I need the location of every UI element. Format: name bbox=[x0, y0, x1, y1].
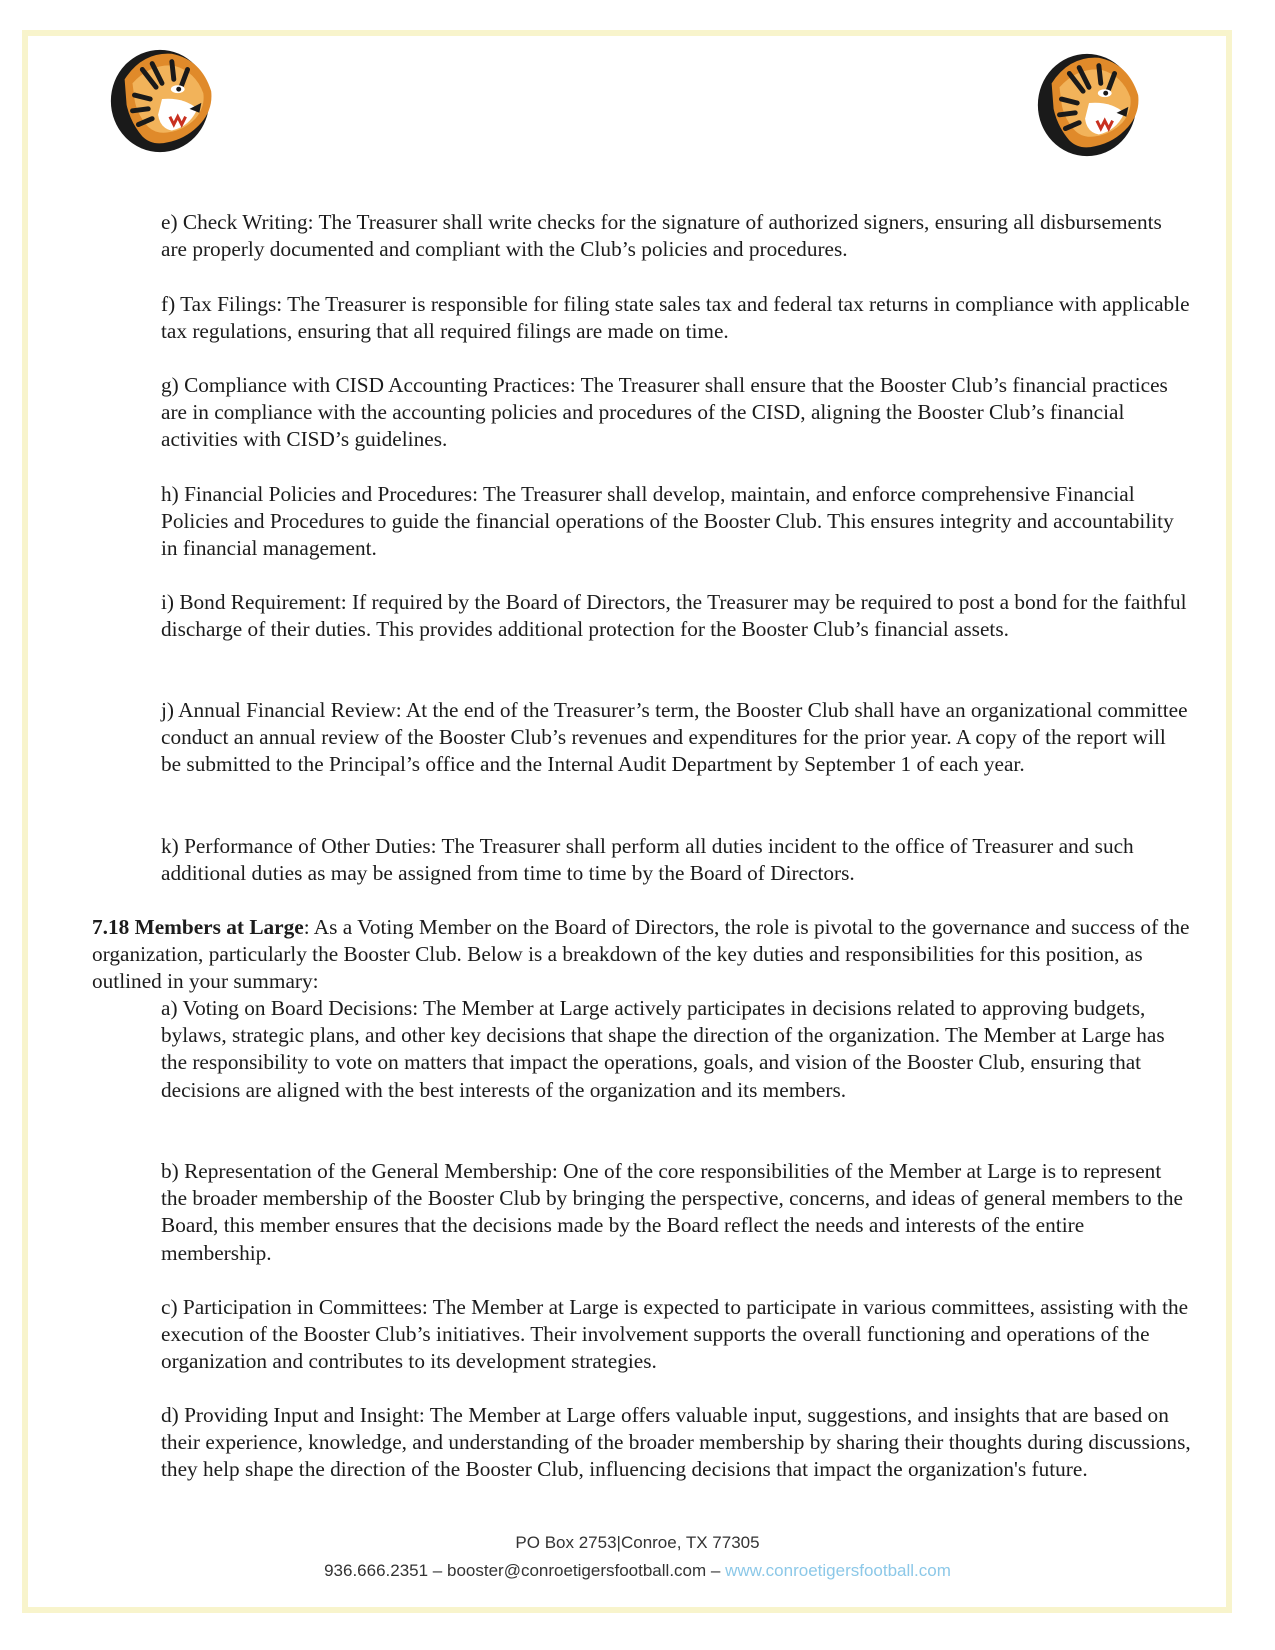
tiger-head-icon bbox=[1030, 44, 1148, 162]
member-item-b: b) Representation of the General Membership: One of the core responsibilities of the Member at Large is to represent the broader membership of the Booster Club by bringing the perspective, concerns, and ideas of general members to the Board, this member ensures that the decisions made by the Board reflect the needs and interests of the entire membership. bbox=[161, 1159, 1183, 1265]
member-item-d: d) Providing Input and Insight: The Member at Large offers valuable input, suggestions, and insights that are based on their experience, knowledge, and understanding of the broader membership by sharing their thoughts during discussions, they help shape the direction of the Booster Club, influencing decisions that impact the organization's future. bbox=[161, 1403, 1191, 1482]
treasurer-item-i: i) Bond Requirement: If required by the Board of Directors, the Treasurer may be required to post a bond for the faithful discharge of their duties. This provides additional protection for the Booster Club’s financial assets. bbox=[161, 590, 1187, 642]
footer-address: PO Box 2753|Conroe, TX 77305 bbox=[515, 1533, 760, 1552]
treasurer-item-f: f) Tax Filings: The Treasurer is responsible for filing state sales tax and federal tax returns in compliance with applicable tax regulations, ensuring that all required filings are made on time. bbox=[161, 292, 1190, 344]
footer-contact-text: 936.666.2351 – booster@conroetigersfootball.com – bbox=[324, 1561, 726, 1580]
treasurer-item-h: h) Financial Policies and Procedures: The Treasurer shall develop, maintain, and enforce comprehensive Financial Policies and Procedures to guide the financial operations of the Booster Club. This ensures integrity and accountability in financial management. bbox=[161, 482, 1174, 561]
treasurer-item-g: g) Compliance with CISD Accounting Practices: The Treasurer shall ensure that the Booster Club’s financial practices are in compliance with the accounting policies and procedures of the CISD, aligning the Booster Club’s financial activities with CISD’s guidelines. bbox=[161, 373, 1168, 452]
footer-contact bbox=[0, 1561, 1275, 1581]
section-7-18-intro bbox=[92, 914, 1192, 996]
treasurer-item-e: e) Check Writing: The Treasurer shall write checks for the signature of authorized signers, ensuring all disbursements are properly documented and compliant with the Club’s policies and procedures. bbox=[161, 210, 1162, 262]
treasurer-item-j: j) Annual Financial Review: At the end of the Treasurer’s term, the Booster Club shall have an organizational committee conduct an annual review of the Booster Club’s revenues and expenditures for the prior year. A copy of the report will be submitted to the Principal’s office and the Internal Audit Department by September 1 of each year. bbox=[161, 698, 1188, 777]
footer-website-link[interactable]: www.conroetigersfootball.com bbox=[725, 1561, 951, 1580]
treasurer-item-k: k) Performance of Other Duties: The Treasurer shall perform all duties incident to the office of Treasurer and such additional duties as may be assigned from time to time by the Board of Directors. bbox=[161, 834, 1134, 886]
member-item-c: c) Participation in Committees: The Member at Large is expected to participate in various committees, assisting with the execution of the Booster Club’s initiatives. Their involvement supports the overall functioning and operations of the organization and contributes to its development strategies. bbox=[161, 1295, 1189, 1374]
section-7-18-heading: 7.18 Members at Large bbox=[92, 915, 304, 939]
section-7-18-intro-text: : As a Voting Member on the Board of Directors, the role is pivotal to the governance and success of the organization, particularly the Booster Club. Below is a breakdown of the key duties and responsibilities for this position, as outlined in your summary: bbox=[92, 915, 1190, 994]
member-item-a: a) Voting on Board Decisions: The Member at Large actively participates in decisions related to approving budgets, bylaws, strategic plans, and other key decisions that shape the direction of the organization. The Member at Large has the responsibility to vote on matters that impact the operations, goals, and vision of the Booster Club, ensuring that decisions are aligned with the best interests of the organization and its members. bbox=[161, 996, 1165, 1102]
tiger-head-icon bbox=[103, 40, 221, 158]
